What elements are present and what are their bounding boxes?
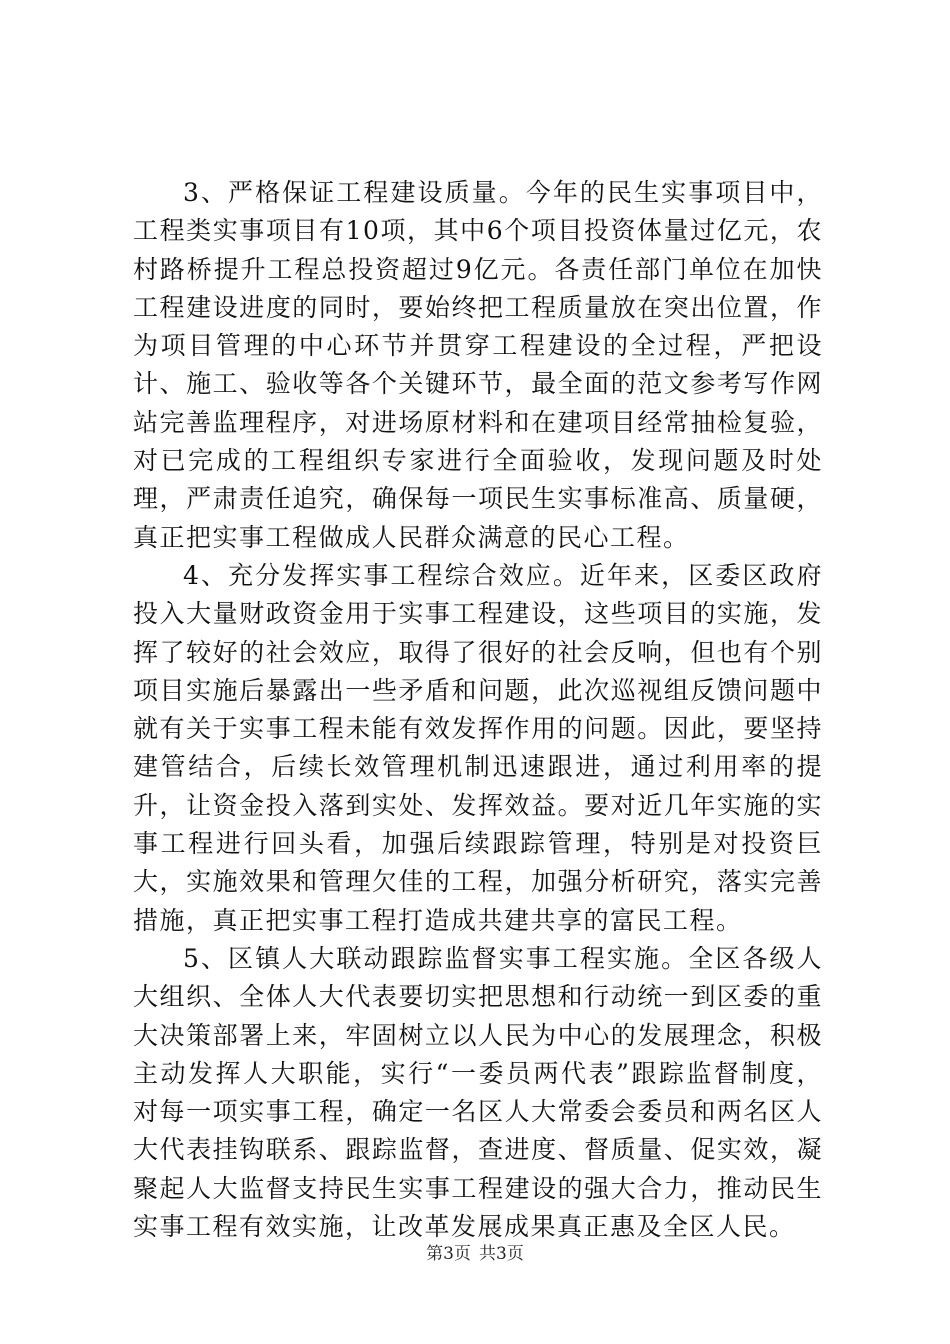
document-body	[133, 174, 823, 1246]
page-number: 第3页	[426, 1244, 471, 1264]
paragraph-4: 4、充分发挥实事工程综合效应。近年来，区委区政府投入大量财政资金用于实事工程建设，这些项目的实施，发挥了较好的社会效应，取得了很好的社会反响，但也有个别项目实施后暴露出一些矛盾和问题，此次巡视组反馈问题中就有关于实事工程未能有效发挥作用的问题。因此，要坚持建管结合，后续长效管理机制迅速跟进，通过利用率的提升，让资金投入落到实处、发挥效益。要对近几年实施的实事工程进行回头看，加强后续跟踪管理，特别是对投资巨大，实施效果和管理欠佳的工程，加强分析研究，落实完善措施，真正把实事工程打造成共建共享的富民工程。	[133, 560, 823, 935]
paragraph-5: 5、区镇人大联动跟踪监督实事工程实施。全区各级人大组织、全体人大代表要切实把思想和行动统一到区委的重大决策部署上来，牢固树立以人民为中心的发展理念，积极主动发挥人大职能，实行“一委员两代表”跟踪监督制度，对每一项实事工程，确定一名区人大常委会委员和两名区人大代表挂钩联系、跟踪监督，查进度、督质量、促实效，凝聚起人大监督支持民生实事工程建设的强大合力，推动民生实事工程有效实施，让改革发展成果真正惠及全区人民。	[133, 943, 823, 1242]
page-total: 共3页	[479, 1244, 524, 1264]
page-footer	[0, 1243, 950, 1265]
paragraph-3: 3、严格保证工程建设质量。今年的民生实事项目中，工程类实事项目有10项，其中6个项目投资体量过亿元，农村路桥提升工程总投资超过9亿元。各责任部门单位在加快工程建设进度的同时，要始终把工程质量放在突出位置，作为项目管理的中心环节并贯穿工程建设的全过程，严把设计、施工、验收等各个关键环节，最全面的范文参考写作网站完善监理程序，对进场原材料和在建项目经常抽检复验，对已完成的工程组织专家进行全面验收，发现问题及时处理，严肃责任追究，确保每一项民生实事标准高、质量硬，真正把实事工程做成人民群众满意的民心工程。	[133, 178, 823, 552]
